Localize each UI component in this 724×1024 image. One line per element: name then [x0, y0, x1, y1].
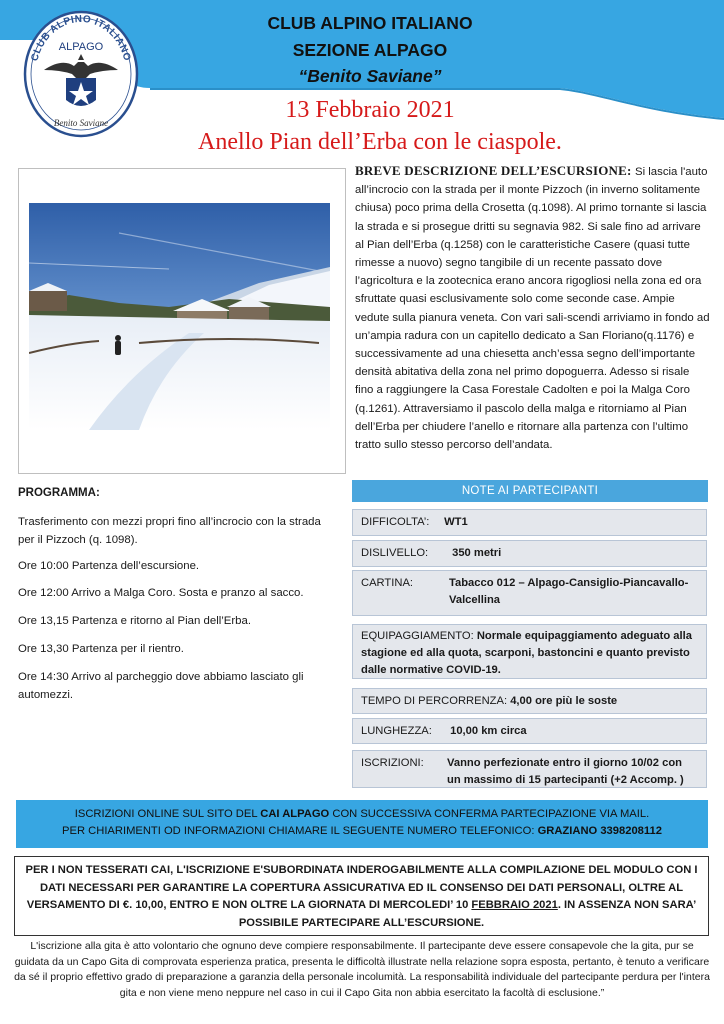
online-registration-band	[16, 800, 708, 848]
tempo-value: 4,00 ore più le soste	[510, 695, 618, 707]
program-item: Ore 14:30 Arrivo al parcheggio dove abbiamo lasciato gli automezzi.	[18, 671, 304, 701]
note-tempo	[352, 688, 707, 714]
description-body: Si lascia l'auto all’incrocio con la strada per il monte Pizzoch (in inverno solitamente chiusa) poco prima della Crosetta (q.1098). Al primo tornante si lascia la strada e si prosegue dritti su segnavia 982. Si sale fino ad arrivare al Pian dell’Erba (q.1258) con le caratteristiche Casere (quasi tutte rimesse a nuovo) segno tangibile di un recente passato dove l’agricoltura e la zootecnica erano ancora rigogliosi nella zona ed ora sfruttate quasi esclusivamente solo come seconde case. Ampie vedute sulla pianura veneta. Con vari sali-scendi arriviamo in fondo ad un’ampia radura con un capitello dedicato a San Floriano(q.1176) e successivamente ad una chiesetta anch’essa segno dell’importante densità abitativa della zona nel primo dopoguerra. Adesso si risale fino a raggiungere la Casa Forestale Cadolten e poi la Malga Coro (q.1261). Attraversiamo il pascolo della malga e ritorniamo al Pian dell’Erba per chiudere l’anello e ritornare alla partenza con l’ultimo tratto sullo stesso percorso dell’andata.	[355, 166, 710, 452]
program-item: Ore 12:00 Arrivo a Malga Coro. Sosta e pranzo al sacco.	[18, 587, 304, 599]
logo-bottom-text: Benito Saviane	[53, 118, 109, 128]
online-line1-post: CON SUCCESSIVA CONFERMA PARTECIPAZIONE VIA MAIL.	[329, 808, 650, 820]
cartina-label: CARTINA:	[361, 577, 414, 589]
description-block: BREVE DESCRIZIONE DELL’ESCURSIONE: Si lascia l'auto all’incrocio con la strada per il monte Pizzoch (in inverno solitamente chiusa) poco prima della Crosetta (q.1098). Al primo tornante si lascia la strada e si prosegue dritti su segnavia 982. Si sale fino ad arrivare al Pian dell’Erba (q.1258) con le caratteristiche Casere (quasi tutte rimesse a nuovo) segno tangibile di un recente passato dove l’agricoltura e la zootecnica erano ancora rigogliosi nella zona ed ora sfruttate quasi esclusivamente solo come seconde case. Ampie vedute sulla pianura veneta. Con vari sali-scendi arriviamo in fondo ad un’ampia radura con un capitello dedicato a San Floriano(q.1176) e successivamente ad una chiesetta anch’essa segno dell’importante densità abitativa della zona nel primo dopoguerra. Adesso si risale fino a raggiungere la Casa Forestale Cadolten e poi la Malga Coro (q.1261). Attraversiamo il pascolo della malga e ritorniamo al Pian dell’Erba per chiudere l’anello e ritornare alla partenza con l’ultimo tratto sullo stesso percorso dell’andata.	[355, 163, 710, 452]
lunghezza-label: LUNGHEZZA:	[361, 725, 432, 737]
logo-center-text: ALPAGO	[58, 41, 104, 53]
note-dislivello	[352, 540, 707, 567]
lunghezza-value: 10,00 km circa	[450, 725, 527, 737]
online-line1-bold: CAI ALPAGO	[260, 808, 330, 820]
difficolta-value: WT1	[444, 516, 468, 528]
program-item: Trasferimento con mezzi propri fino all’incrocio con la strada per il Pizzoch (q. 1098).	[18, 516, 321, 546]
notes-heading: NOTE AI PARTECIPANTI	[352, 480, 708, 502]
org-name-line1: CLUB ALPINO ITALIANO	[267, 13, 473, 33]
disclaimer-text: L'iscrizione alla gita è atto volontario che ognuno deve compiere responsabilmente. Il partecipante deve essere consapevole che la gita, pur se guidata da un Capo Gita di comprovata esperienza pratica, presenta le difficoltà illustrate nella relazione sopra esposta, pertanto, è tenuto a verificare da sé il proprio effettivo grado di preparazione a garanzia della personale incolumità. La responsabilità individuale del partecipante perdura per l'intera gita e non viene meno neppure nel caso in cui il Capo Gita non abbia esercitato la facoltà di esclusione.”	[14, 940, 710, 999]
online-line2-pre: PER CHIARIMENTI OD INFORMAZIONI CHIAMARE IL SEGUENTE NUMERO TELEFONICO:	[62, 825, 538, 837]
note-iscrizioni	[352, 750, 707, 788]
cartina-value: Tabacco 012 – Alpago-Cansiglio-Piancavallo-Valcellina	[449, 577, 689, 606]
event-title: Anello Pian dell’Erba con le ciaspole.	[198, 129, 562, 155]
snowy-landscape-photo	[29, 203, 330, 430]
warning-text-post: . IN ASSENZA NON SARA’ POSSIBILE PARTECIPARE ALL’ESCURSIONE.	[238, 899, 697, 929]
non-member-warning	[14, 856, 709, 936]
program-item: Ore 13,15 Partenza e ritorno al Pian dell’Erba.	[18, 615, 252, 627]
description-heading: BREVE DESCRIZIONE DELL’ESCURSIONE	[355, 163, 627, 178]
logo-ring-text: CLUB ALPINO ITALIANO	[29, 13, 133, 63]
org-name-line2: SEZIONE ALPAGO	[292, 40, 448, 60]
iscrizioni-value: Vanno perfezionate entro il giorno 10/02 con un massimo di 15 partecipanti (+2 Accomp. )	[447, 757, 684, 786]
iscrizioni-label: ISCRIZIONI:	[361, 757, 424, 769]
equip-label: EQUIPAGGIAMENTO:	[361, 630, 474, 642]
dislivello-label: DISLIVELLO:	[361, 547, 429, 559]
online-line1-pre: ISCRIZIONI ONLINE SUL SITO DEL	[74, 808, 261, 820]
program-item: Ore 10:00 Partenza dell’escursione.	[18, 560, 200, 572]
event-date: 13 Febbraio 2021	[285, 97, 455, 123]
warning-deadline: FEBBRAIO 2021	[471, 899, 558, 911]
tempo-label: TEMPO DI PERCORRENZA:	[361, 695, 508, 707]
note-difficolta	[352, 509, 707, 536]
org-name-line3: “Benito Saviane”	[298, 66, 442, 86]
dislivello-value: 350 metri	[452, 547, 502, 559]
program-title: PROGRAMMA:	[18, 487, 100, 499]
note-cartina	[352, 570, 707, 616]
cai-alpago-logo	[22, 8, 140, 138]
note-equipaggiamento	[352, 624, 707, 679]
equip-value: Normale equipaggiamento adeguato alla stagione ed alla quota, scarponi, bastoncini e quanto previsto dalle normative COVID-19.	[361, 630, 692, 676]
contact-phone: GRAZIANO 3398208112	[537, 825, 662, 837]
program-item: Ore 13,30 Partenza per il rientro.	[18, 643, 184, 655]
difficolta-label: DIFFICOLTA’:	[361, 516, 430, 528]
warning-text-pre: PER I NON TESSERATI CAI, L'ISCRIZIONE E'SUBORDINATA INDEROGABILMENTE ALLA COMPILAZIONE DEL MODULO CON I DATI NECESSARI PER GARANTIRE LA COPERTURA ASSICURATIVA ED IL CONSENSO DEI DATI PERSONALI, OLTRE AL VERSAMENTO DI €. 10,00, ENTRO E NON OLTRE LA GIORNATA DI MERCOLEDI’ 10	[25, 864, 698, 911]
note-lunghezza	[352, 718, 707, 744]
